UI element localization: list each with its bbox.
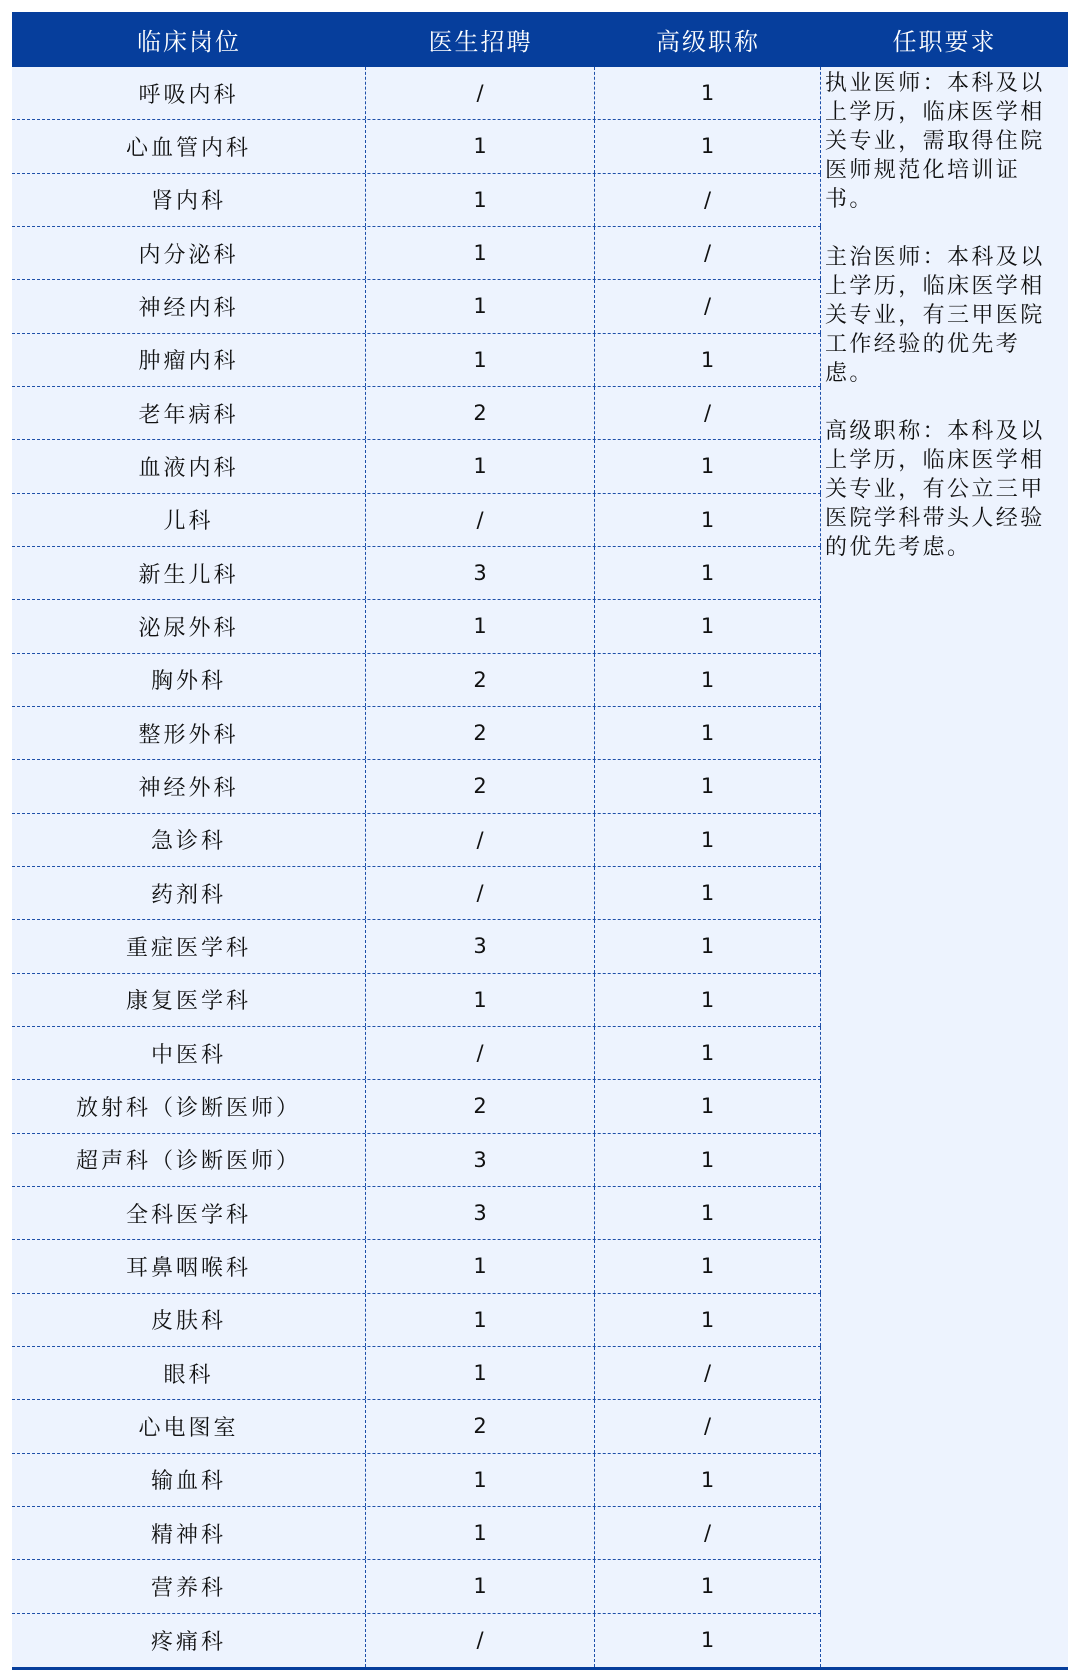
table-row (12, 1560, 821, 1613)
requirements-cell (825, 67, 1068, 591)
dept-cell: 神经内科 (12, 280, 366, 332)
dept-cell: 呼吸内科 (12, 67, 366, 119)
dept-cell: 泌尿外科 (12, 600, 366, 652)
table-row (12, 280, 821, 333)
dept-cell: 老年病科 (12, 387, 366, 439)
senior-count-cell: 1 (595, 120, 821, 172)
senior-count-cell: 1 (595, 1080, 821, 1132)
table-row (12, 1454, 821, 1507)
dept-cell: 全科医学科 (12, 1187, 366, 1239)
dept-cell: 肿瘤内科 (12, 334, 366, 386)
requirement-senior: 高级职称：本科及以上学历，临床医学相关专业，有公立三甲医院学科带头人经验的优先考虑。 (825, 419, 1045, 560)
table-row (12, 1400, 821, 1453)
table-row (12, 920, 821, 973)
table-row (12, 814, 821, 867)
table-row (12, 1240, 821, 1293)
dept-cell: 皮肤科 (12, 1294, 366, 1346)
table-row (12, 600, 821, 653)
dept-cell: 康复医学科 (12, 974, 366, 1026)
dept-cell: 神经外科 (12, 760, 366, 812)
dept-cell: 超声科（诊断医师） (12, 1134, 366, 1186)
senior-count-cell: / (595, 174, 821, 226)
doctor-count-cell: 1 (366, 280, 595, 332)
dept-cell: 胸外科 (12, 654, 366, 706)
doctor-count-cell: 3 (366, 920, 595, 972)
table-rows (12, 67, 821, 1667)
dept-cell: 精神科 (12, 1507, 366, 1559)
doctor-count-cell: 2 (366, 387, 595, 439)
table-row (12, 1080, 821, 1133)
table-row (12, 440, 821, 493)
table-row (12, 654, 821, 707)
table-row (12, 1614, 821, 1667)
doctor-count-cell: 1 (366, 227, 595, 279)
doctor-count-cell: 3 (366, 1134, 595, 1186)
senior-count-cell: 1 (595, 974, 821, 1026)
dept-cell: 儿科 (12, 494, 366, 546)
doctor-count-cell: 1 (366, 1507, 595, 1559)
doctor-count-cell: / (366, 494, 595, 546)
senior-count-cell: 1 (595, 1454, 821, 1506)
senior-count-cell: 1 (595, 920, 821, 972)
table-row (12, 120, 821, 173)
dept-cell: 药剂科 (12, 867, 366, 919)
dept-cell: 肾内科 (12, 174, 366, 226)
dept-cell: 疼痛科 (12, 1614, 366, 1667)
senior-count-cell: 1 (595, 1294, 821, 1346)
doctor-count-cell: 1 (366, 440, 595, 492)
doctor-count-cell: / (366, 867, 595, 919)
dept-cell: 耳鼻咽喉科 (12, 1240, 366, 1292)
dept-cell: 眼科 (12, 1347, 366, 1399)
senior-count-cell: / (595, 280, 821, 332)
senior-count-cell: 1 (595, 867, 821, 919)
senior-count-cell: 1 (595, 1240, 821, 1292)
doctor-count-cell: / (366, 1614, 595, 1667)
senior-count-cell: 1 (595, 814, 821, 866)
doctor-count-cell: 1 (366, 334, 595, 386)
table-row (12, 67, 821, 120)
table-row (12, 1027, 821, 1080)
senior-count-cell: 1 (595, 760, 821, 812)
header-requirements: 任职要求 (892, 28, 997, 56)
table-row (12, 1187, 821, 1240)
doctor-count-cell: 3 (366, 1187, 595, 1239)
dept-cell: 血液内科 (12, 440, 366, 492)
doctor-count-cell: 1 (366, 974, 595, 1026)
dept-cell: 心血管内科 (12, 120, 366, 172)
doctor-count-cell: 3 (366, 547, 595, 599)
senior-count-cell: 1 (595, 1560, 821, 1612)
senior-count-cell: 1 (595, 1027, 821, 1079)
doctor-count-cell: / (366, 1027, 595, 1079)
recruitment-table (12, 12, 1068, 1670)
table-row (12, 1347, 821, 1400)
doctor-count-cell: 2 (366, 760, 595, 812)
senior-count-cell: 1 (595, 707, 821, 759)
doctor-count-cell: 2 (366, 1400, 595, 1452)
senior-count-cell: / (595, 227, 821, 279)
header-doctor-recruitment: 医生招聘 (428, 28, 533, 56)
header-senior-title: 高级职称 (656, 28, 760, 56)
senior-count-cell: / (595, 387, 821, 439)
table-row (12, 1134, 821, 1187)
senior-count-cell: / (595, 1400, 821, 1452)
doctor-count-cell: 2 (366, 707, 595, 759)
senior-count-cell: 1 (595, 600, 821, 652)
senior-count-cell: 1 (595, 1134, 821, 1186)
senior-count-cell: 1 (595, 334, 821, 386)
dept-cell: 心电图室 (12, 1400, 366, 1452)
table-row (12, 707, 821, 760)
table-row (12, 760, 821, 813)
dept-cell: 整形外科 (12, 707, 366, 759)
doctor-count-cell: 1 (366, 1240, 595, 1292)
senior-count-cell: 1 (595, 440, 821, 492)
dept-cell: 重症医学科 (12, 920, 366, 972)
doctor-count-cell: 1 (366, 1560, 595, 1612)
dept-cell: 输血科 (12, 1454, 366, 1506)
table-row (12, 174, 821, 227)
table-bottom-border (12, 1667, 1068, 1670)
table-row (12, 334, 821, 387)
table-row (12, 494, 821, 547)
doctor-count-cell: 1 (366, 174, 595, 226)
table-row (12, 1507, 821, 1560)
doctor-count-cell: 1 (366, 1294, 595, 1346)
doctor-count-cell: / (366, 67, 595, 119)
senior-count-cell: 1 (595, 547, 821, 599)
senior-count-cell: 1 (595, 494, 821, 546)
senior-count-cell: / (595, 1347, 821, 1399)
doctor-count-cell: 1 (366, 120, 595, 172)
senior-count-cell: 1 (595, 67, 821, 119)
dept-cell: 急诊科 (12, 814, 366, 866)
dept-cell: 新生儿科 (12, 547, 366, 599)
requirement-practitioner: 执业医师：本科及以上学历，临床医学相关专业，需取得住院医师规范化培训证书。 (825, 71, 1045, 212)
doctor-count-cell: 2 (366, 1080, 595, 1132)
dept-cell: 中医科 (12, 1027, 366, 1079)
requirement-attending: 主治医师：本科及以上学历，临床医学相关专业，有三甲医院工作经验的优先考虑。 (825, 245, 1045, 386)
dept-cell: 内分泌科 (12, 227, 366, 279)
doctor-count-cell: 1 (366, 1454, 595, 1506)
table-body (12, 67, 1068, 1667)
table-row (12, 867, 821, 920)
dept-cell: 放射科（诊断医师） (12, 1080, 366, 1132)
senior-count-cell: 1 (595, 1614, 821, 1667)
table-header (12, 12, 1068, 67)
header-department: 临床岗位 (137, 28, 241, 56)
doctor-count-cell: 1 (366, 1347, 595, 1399)
table-row (12, 974, 821, 1027)
doctor-count-cell: 2 (366, 654, 595, 706)
dept-cell: 营养科 (12, 1560, 366, 1612)
table-row (12, 387, 821, 440)
table-row (12, 227, 821, 280)
senior-count-cell: 1 (595, 654, 821, 706)
doctor-count-cell: / (366, 814, 595, 866)
table-row (12, 1294, 821, 1347)
senior-count-cell: 1 (595, 1187, 821, 1239)
senior-count-cell: / (595, 1507, 821, 1559)
table-row (12, 547, 821, 600)
doctor-count-cell: 1 (366, 600, 595, 652)
